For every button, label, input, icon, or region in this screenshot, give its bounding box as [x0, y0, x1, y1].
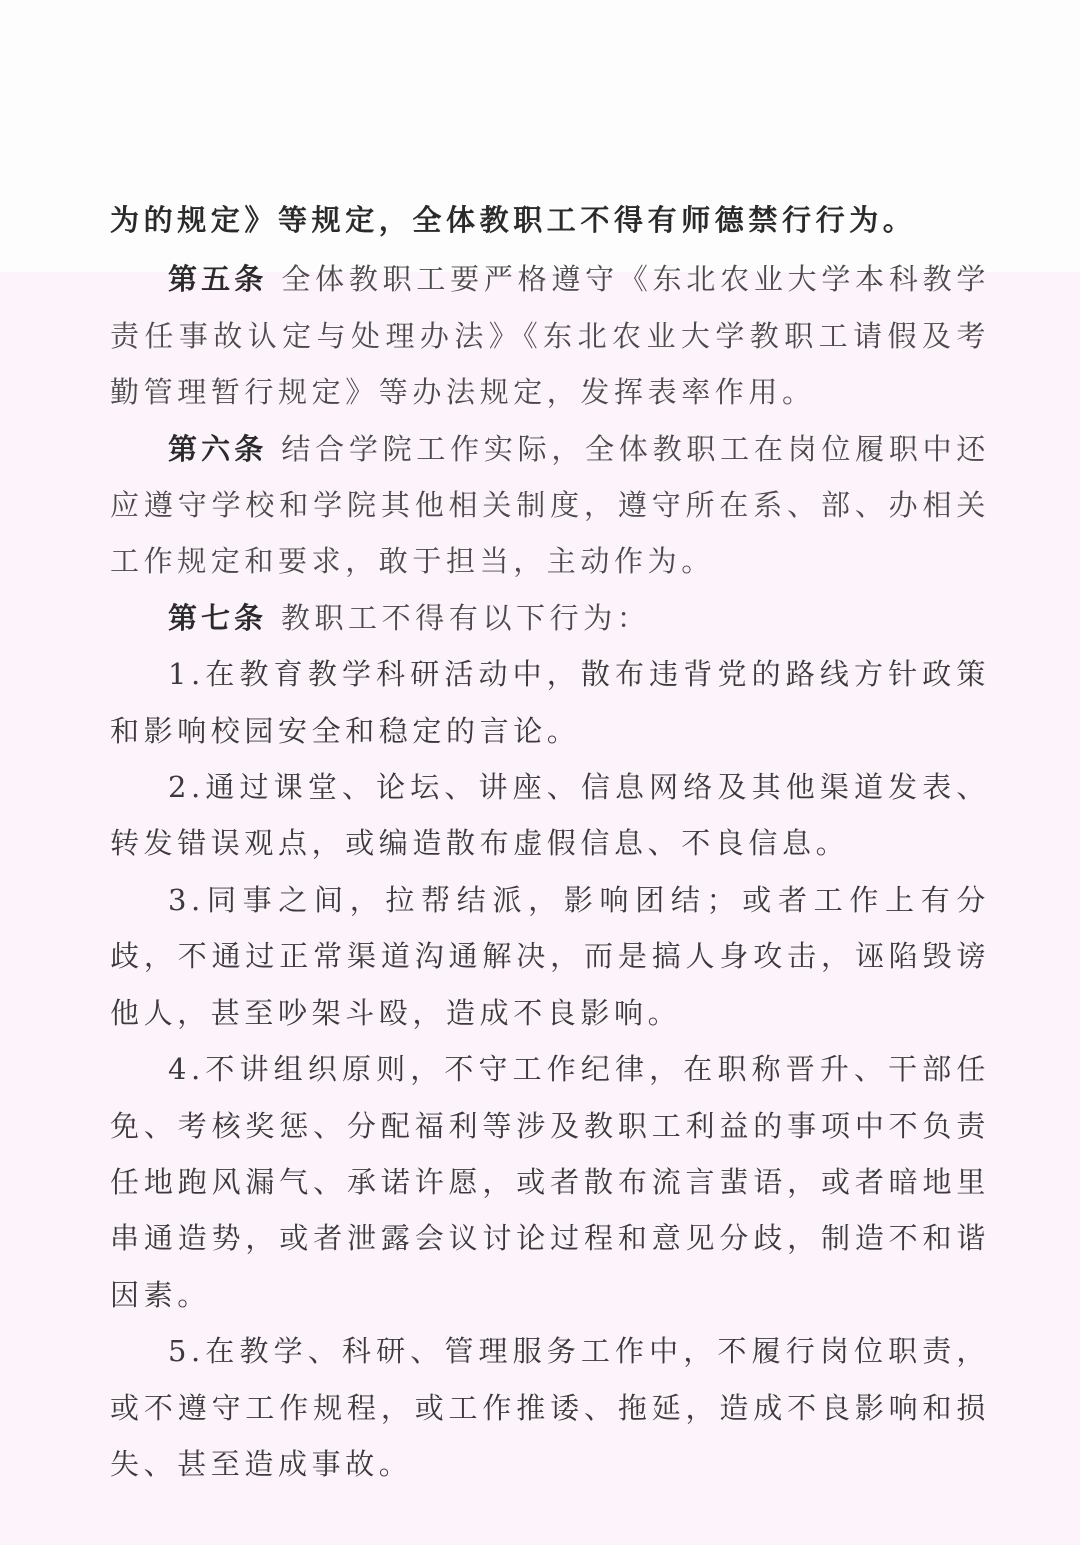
list-item-5	[110, 1323, 990, 1492]
article-label: 第六条	[168, 431, 268, 466]
article-6	[110, 421, 990, 590]
article-5	[110, 251, 990, 420]
article-7	[110, 590, 990, 646]
list-item-1	[110, 646, 990, 759]
paragraph-text: 为的规定》等规定，全体教职工不得有师德禁行行为。	[110, 203, 917, 237]
list-item-text: 3.同事之间，拉帮结派，影响团结；或者工作上有分歧，不通过正常渠道沟通解决，而是搞人身攻击，诬陷毁谤他人，甚至吵架斗殴，造成不良影响。	[110, 882, 990, 1030]
list-item-text: 2.通过课堂、论坛、讲座、信息网络及其他渠道发表、转发错误观点，或编造散布虚假信息、不良信息。	[110, 770, 990, 861]
article-label: 第五条	[168, 262, 268, 297]
list-item-3	[110, 872, 990, 1041]
document-text	[110, 192, 990, 1492]
list-item-text: 1.在教育教学科研活动中，散布违背党的路线方针政策和影响校园安全和稳定的言论。	[110, 657, 990, 748]
article-label: 第七条	[168, 600, 268, 635]
list-item-4	[110, 1041, 990, 1323]
article-text: 全体教职工要严格遵守《东北农业大学本科教学责任事故认定与处理办法》《东北农业大学教职工请假及考勤管理暂行规定》等办法规定，发挥表率作用。	[110, 262, 990, 410]
list-item-2	[110, 759, 990, 872]
list-item-text: 5.在教学、科研、管理服务工作中，不履行岗位职责，或不遵守工作规程，或工作推诿、拖延，造成不良影响和损失、甚至造成事故。	[110, 1334, 990, 1481]
article-text: 结合学院工作实际，全体教职工在岗位履职中还应遵守学校和学院其他相关制度，遵守所在系、部、办相关工作规定和要求，敢于担当，主动作为。	[110, 431, 990, 579]
paragraph-continuation	[110, 192, 990, 248]
article-text: 教职工不得有以下行为：	[280, 600, 651, 635]
list-item-text: 4.不讲组织原则，不守工作纪律，在职称晋升、干部任免、考核奖惩、分配福利等涉及教职工利益的事项中不负责任地跑风漏气、承诺许愿，或者散布流言蜚语，或者暗地里串通造势，或者泄露会议讨论过程和意见分歧，制造不和谐因素。	[110, 1052, 990, 1312]
